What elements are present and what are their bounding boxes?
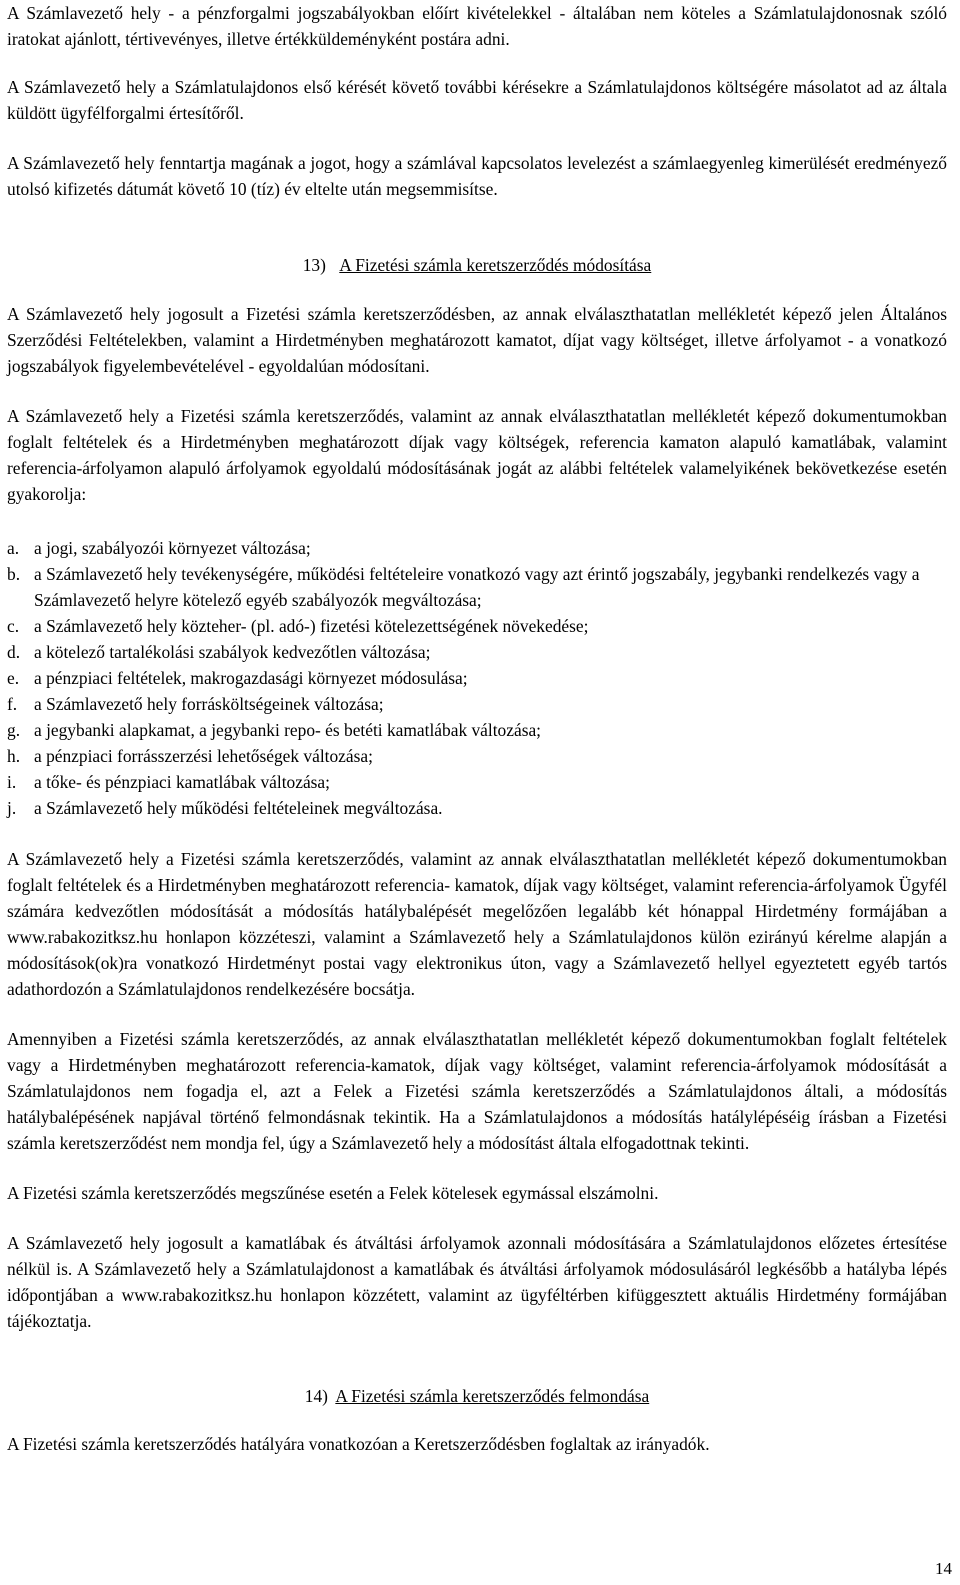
list-item-text: a Számlavezető hely forrásköltségeinek változása;	[34, 694, 384, 714]
list-marker: h.	[7, 746, 21, 766]
list-item-text: a kötelező tartalékolási szabályok kedvezőtlen változása;	[34, 642, 431, 662]
list-item	[7, 691, 947, 717]
list-marker: a.	[7, 538, 20, 558]
list-item	[7, 795, 947, 821]
list-item-text: a Számlavezető hely tevékenységére, működési feltételeire vonatkozó vagy azt érintő jogszabály, jegybanki rendelkezés vagy a Számlavezető helyre kötelező egyéb szabályozók megváltozása;	[34, 564, 920, 610]
paragraph: A Számlavezető hely a Számlatulajdonos első kérését követő további kérésekre a Számlatulajdonos költségére másolatot ad az általa küldött ügyfélforgalmi értesítőről.	[7, 77, 947, 123]
list-item-text: a tőke- és pénzpiaci kamatlábak változása;	[34, 772, 330, 792]
list-item-text: a pénzpiaci forrásszerzési lehetőségek változása;	[34, 746, 373, 766]
section-title: A Fizetési számla keretszerződés felmondása	[335, 1386, 650, 1406]
list-item	[7, 665, 947, 691]
paragraph: A Számlavezető hely a Fizetési számla keretszerződés, valamint az annak elválaszthatatlan mellékletét képező dokumentumokban foglalt feltételek és a Hirdetményben meghatározott referencia- kamatok, díjak vagy költséget, valamint referencia-árfolyamok Ügyfél számára kedvezőtlen módosítását a módosítás hatálybalépését megelőzően legalább két hónappal Hirdetmény formájában a www.rabakozitksz.hu honlapon közzéteszi, valamint a Számlavezető hely a Számlatulajdonos külön ezirányú kérelme alapján a módosítások(ok)ra vonatkozó Hirdetményt postai vagy elektronikus úton, vagy a Számlavezető hellyel egyeztetett egyéb tartós adathordozón a Számlatulajdonos rendelkezésére bocsátja.	[7, 849, 947, 999]
paragraph: A Számlavezető hely a Fizetési számla keretszerződés, valamint az annak elválaszthatatlan mellékletét képező dokumentumokban foglalt feltételek és a Hirdetményben meghatározott díjak vagy költségek, referencia kamaton alapuló kamatlábak, valamint referencia-árfolyamon alapuló árfolyamok egyoldalú módosításának jogát az alábbi feltételek valamelyikének bekövetkezése esetén gyakorolja:	[7, 406, 947, 504]
paragraph: A Számlavezető hely jogosult a Fizetési számla keretszerződésben, az annak elválaszthatatlan mellékletét képező jelen Általános Szerződési Feltételekben, valamint a Hirdetményben meghatározott kamatot, díjat vagy költséget, illetve árfolyamot - a vonatkozó jogszabályok figyelembevételével - egyoldalúan módosítani.	[7, 304, 947, 376]
list-item	[7, 535, 947, 561]
list-item-text: a jogi, szabályozói környezet változása;	[34, 538, 311, 558]
page-number: 14	[935, 1559, 952, 1578]
paragraph: A Számlavezető hely - a pénzforgalmi jogszabályokban előírt kivételekkel - általában nem köteles a Számlatulajdonosnak szóló iratokat ajánlott, tértivevényes, illetve értékküldeményként postára adni.	[7, 3, 947, 49]
list-item-text: a Számlavezető hely működési feltételeinek megváltozása.	[34, 798, 443, 818]
section-14-heading	[7, 1383, 947, 1409]
list-marker: b.	[7, 564, 21, 584]
paragraph: A Fizetési számla keretszerződés megszűnése esetén a Felek kötelesek egymással elszámolni.	[7, 1183, 659, 1203]
list-marker: e.	[7, 668, 20, 688]
list-marker: g.	[7, 720, 21, 740]
list-item	[7, 769, 947, 795]
paragraph: Amennyiben a Fizetési számla keretszerződés, az annak elválaszthatatlan mellékletét képező dokumentumokban foglalt feltételek vagy a Hirdetményben meghatározott referencia-kamatok, díjak vagy költséget, valamint referencia-árfolyamok módosítását a Számlatulajdonos nem fogadja el, azt a Felek a Fizetési számla keretszerződés a Számlatulajdonos általi, a módosítás hatálybalépésének napjával történő felmondásnak tekintik. Ha a Számlatulajdonos a módosítás hatálylépéséig írásban a Fizetési számla keretszerződést nem mondja fel, úgy a Számlavezető hely a módosítást általa elfogadottnak tekinti.	[7, 1029, 947, 1153]
list-marker: i.	[7, 772, 17, 792]
list-item-text: a Számlavezető hely közteher- (pl. adó-) fizetési kötelezettségének növekedése;	[34, 616, 589, 636]
condition-list	[7, 535, 947, 821]
section-13-heading	[7, 252, 947, 278]
list-marker: j.	[7, 798, 17, 818]
document-page	[7, 0, 947, 1457]
section-number: 13)	[302, 255, 326, 275]
list-marker: d.	[7, 642, 21, 662]
list-item	[7, 639, 947, 665]
paragraph: A Fizetési számla keretszerződés hatályára vonatkozóan a Keretszerződésben foglaltak az irányadók.	[7, 1434, 710, 1454]
list-item-text: a pénzpiaci feltételek, makrogazdasági környezet módosulása;	[34, 668, 468, 688]
list-item	[7, 717, 947, 743]
list-marker: c.	[7, 616, 20, 636]
list-item	[7, 561, 947, 613]
paragraph: A Számlavezető hely jogosult a kamatlábak és átváltási árfolyamok azonnali módosítására a Számlatulajdonos előzetes értesítése nélkül is. A Számlavezető hely a Számlatulajdonost a kamatlábak és átváltási árfolyamok módosulásáról legkésőbb a hatályba lépés időpontjában a www.rabakozitksz.hu honlapon közzétett, valamint az ügyféltérben kifüggesztett aktuális Hirdetmény formájában tájékoztatja.	[7, 1233, 947, 1331]
list-item-text: a jegybanki alapkamat, a jegybanki repo- és betéti kamatlábak változása;	[34, 720, 542, 740]
list-item	[7, 743, 947, 769]
paragraph: A Számlavezető hely fenntartja magának a jogot, hogy a számlával kapcsolatos levelezést a számlaegyenleg kimerülését eredményező utolsó kifizetés dátumát követő 10 (tíz) év eltelte után megsemmisítse.	[7, 153, 947, 199]
list-item	[7, 613, 947, 639]
list-marker: f.	[7, 694, 18, 714]
section-number: 14)	[304, 1386, 328, 1406]
section-title: A Fizetési számla keretszerződés módosítása	[339, 255, 652, 275]
